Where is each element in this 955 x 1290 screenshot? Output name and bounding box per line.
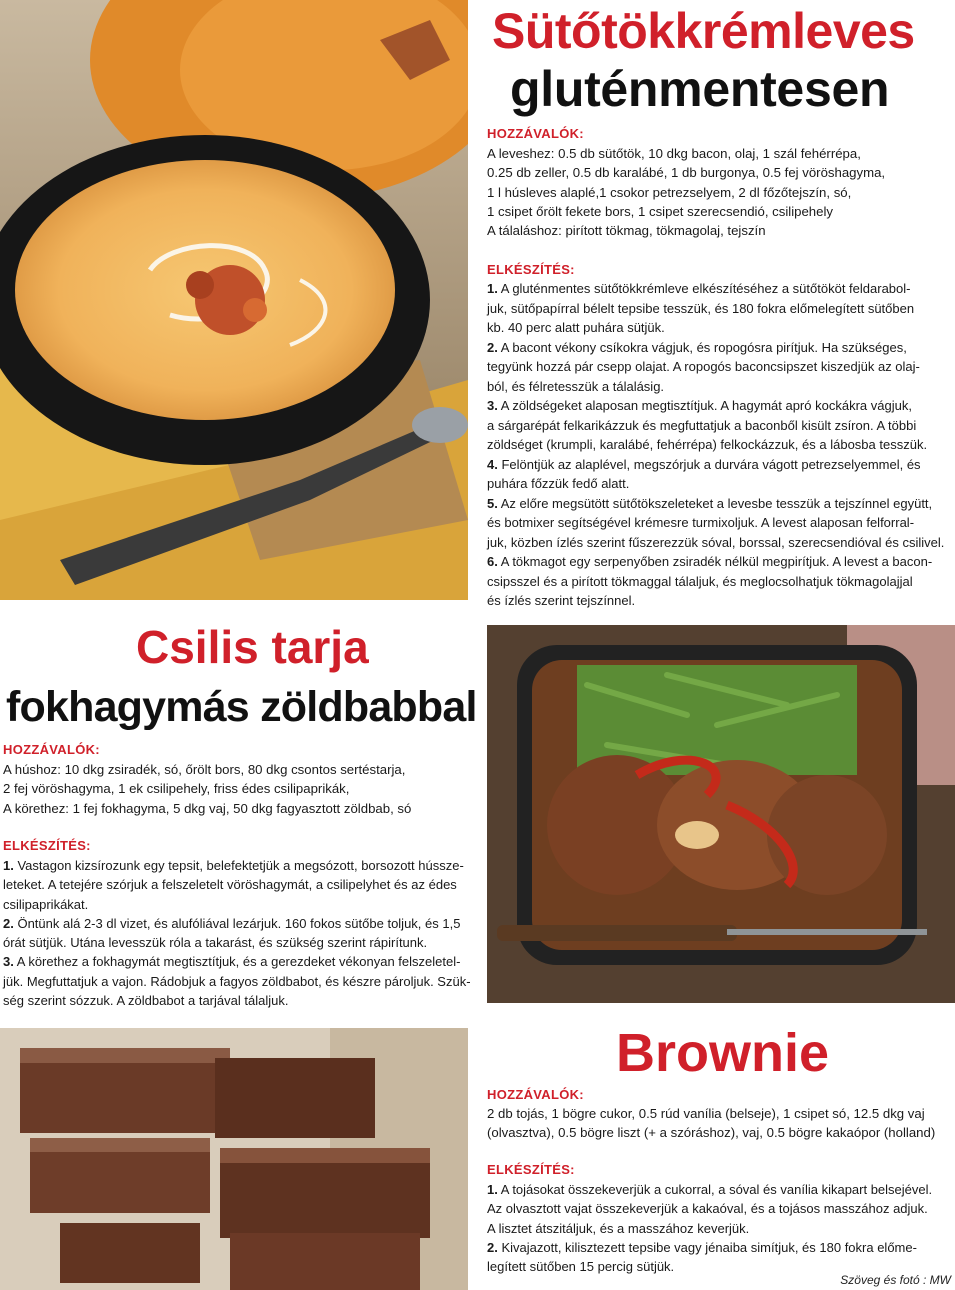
step-text: juk, közben ízlés szerint fűszerezzük sóval, borssal, szerecsendióval és csilivel. <box>487 534 945 550</box>
step-text: kb. 40 perc alatt puhára sütjük. <box>487 320 665 335</box>
ingredient-line: 0.25 db zeller, 0.5 db karalábé, 1 db burgonya, 0.5 fej vöröshagyma, <box>487 165 886 181</box>
soup-ingredients <box>487 144 949 240</box>
step-text: csilipaprikákat. <box>3 896 89 912</box>
ingredient-line: (olvasztva), 0.5 bögre liszt (+ a szóráshoz), vaj, 0.5 bögre kakaópor (holland) <box>487 1125 936 1141</box>
step-text: tegyünk hozzá pár csepp olajat. A ropogós baconcsipszet kiszedjük az olaj- <box>487 359 920 374</box>
step-text: A tökmagot egy serpenyőben zsiradék nélkül megpirítjuk. A levest a bacon- <box>500 554 933 569</box>
step-number: 2. <box>3 915 14 931</box>
step-text: Öntünk alá 2-3 dl vizet, és alufóliával lezárjuk. 160 fokos sütőbe toljuk, és 1,5 <box>17 915 461 931</box>
step-number: 6. <box>487 554 498 569</box>
ingredient-line: 1 csipet őrölt fekete bors, 1 csipet szerecsendió, csilipehely <box>487 203 833 219</box>
ingredient-line: 2 db tojás, 1 bögre cukor, 0.5 rúd vanília (belseje), 1 csipet só, 12.5 dkg vaj <box>487 1106 925 1121</box>
step-number: 3. <box>487 398 498 413</box>
step-text: zöldséget (krumpli, karalábé, fehérrépa) felkockázzuk, és a lábosba tesszük. <box>487 437 928 452</box>
step-text: csipsszel és a pirított tökmaggal tálaljuk, és meglocsolhatjuk tökmagolajjal <box>487 573 913 589</box>
tarja-steps <box>3 856 471 1010</box>
tarja-ingredients-heading: HOZZÁVALÓK: <box>3 742 100 757</box>
step-text: ból, és félretesszük a tálalásig. <box>487 378 665 394</box>
photo-credit: Szöveg és fotó : MW <box>840 1273 951 1287</box>
step-number: 2. <box>487 339 498 355</box>
step-number: 1. <box>3 858 14 873</box>
step-text: A körethez a fokhagymát megtisztítjuk, és a gerezdeket vékonyan felszeletel- <box>16 954 461 970</box>
step-number: 1. <box>487 281 498 296</box>
step-text: leteket. A tetejére szórjuk a felszeletelt vöröshagymát, a csilipelyhet és az édes <box>3 877 457 893</box>
step-text: és ízlés szerint tejszínnel. <box>487 593 636 608</box>
step-text: A bacont vékony csíkokra vágjuk, és ropogósra pirítjuk. Ha szükséges, <box>500 339 907 355</box>
step-number: 3. <box>3 954 14 970</box>
step-text: Kivajazott, kilisztezett tepsibe vagy jénaiba simítjuk, és 180 fokra előme- <box>501 1239 917 1255</box>
brownie-method-heading: ELKÉSZÍTÉS: <box>487 1162 575 1177</box>
step-number: 4. <box>487 456 498 472</box>
step-text: a sárgarépát felkarikázzuk és megfuttatjuk a baconből kisült zsíron. A többi <box>487 417 917 433</box>
step-text: Felöntjük az alaplével, megszórjuk a durvára vágott petrezselyemmel, és <box>501 456 921 472</box>
tarja-title-line2: fokhagymás zöldbabbal <box>6 683 477 731</box>
step-number: 1. <box>487 1182 498 1197</box>
pork-chops-green-beans-photo <box>487 625 955 1003</box>
ingredient-line: A tálaláshoz: pirított tökmag, tökmagolaj, tejszín <box>487 223 766 239</box>
brownie-ingredients-heading: HOZZÁVALÓK: <box>487 1087 584 1102</box>
soup-steps <box>487 279 955 611</box>
ingredient-line: A húshoz: 10 dkg zsiradék, só, őrölt bors, 80 dkg csontos sertéstarja, <box>3 762 406 777</box>
pumpkin-soup-photo <box>0 0 468 600</box>
step-text: A gluténmentes sütőtökkrémleve elkészítéséhez a sütőtököt feldarabol- <box>500 281 911 296</box>
step-text: és botmixer segítségével krémesre turmixoljuk. A levest alaposan felforral- <box>487 515 915 530</box>
step-text: ség szerint sózzuk. A zöldbabot a tarjával tálaljuk. <box>3 993 289 1009</box>
step-text: órát sütjük. Utána levesszük róla a takarást, és szükség szerint rápirítunk. <box>3 935 428 951</box>
step-text: A lisztet átszitáljuk, és a masszához keverjük. <box>487 1220 750 1236</box>
step-text: Az előre megsütött sütőtökszeleteket a levesbe tesszük a tejszínnel együtt, <box>500 495 933 511</box>
ingredient-line: A leveshez: 0.5 db sütőtök, 10 dkg bacon, olaj, 1 szál fehérrépa, <box>487 146 861 161</box>
soup-method-heading: ELKÉSZÍTÉS: <box>487 262 575 277</box>
step-text: A tojásokat összekeverjük a cukorral, a sóval és vanília kikapart belsejével. <box>500 1182 933 1197</box>
step-text: puhára főzzük fedő alatt. <box>487 476 630 491</box>
tarja-method-heading: ELKÉSZÍTÉS: <box>3 838 91 853</box>
step-number: 2. <box>487 1239 498 1255</box>
step-text: legített sütőben 15 percig sütjük. <box>487 1259 675 1275</box>
tarja-ingredients <box>3 760 468 818</box>
step-text: jük. Megfuttatjuk a vajon. Rádobjuk a fagyos zöldbabot, és készre pároljuk. Szük- <box>3 973 471 989</box>
brownie-photo <box>0 1028 468 1290</box>
ingredient-line: A körethez: 1 fej fokhagyma, 5 dkg vaj, 50 dkg fagyasztott zöldbab, só <box>3 800 412 816</box>
brownie-steps <box>487 1180 955 1276</box>
brownie-ingredients <box>487 1104 955 1143</box>
soup-title-line2: gluténmentesen <box>510 61 890 117</box>
ingredient-line: 1 l húsleves alaplé,1 csokor petrezselyem, 2 dl főzőtejszín, só, <box>487 184 852 200</box>
step-text: juk, sütőpapírral bélelt tepsibe tesszük, és 180 fokra előmelegített sütőben <box>487 300 915 316</box>
brownie-title: Brownie <box>616 1023 830 1083</box>
step-text: A zöldségeket alaposan megtisztítjuk. A hagymát apró kockákra vágjuk, <box>500 398 912 413</box>
step-text: Az olvasztott vajat összekeverjük a kakaóval, és a tojásos masszához adjuk. <box>487 1201 928 1217</box>
step-number: 5. <box>487 495 498 511</box>
soup-ingredients-heading: HOZZÁVALÓK: <box>487 126 584 141</box>
step-text: Vastagon kizsírozunk egy tepsit, belefektetjük a megsózott, borsozott hússze- <box>17 858 464 873</box>
ingredient-line: 2 fej vöröshagyma, 1 ek csilipehely, friss édes csilipaprikák, <box>3 781 350 797</box>
tarja-title-line1: Csilis tarja <box>136 621 369 673</box>
soup-title-line1: Sütőtökkrémleves <box>492 3 915 59</box>
